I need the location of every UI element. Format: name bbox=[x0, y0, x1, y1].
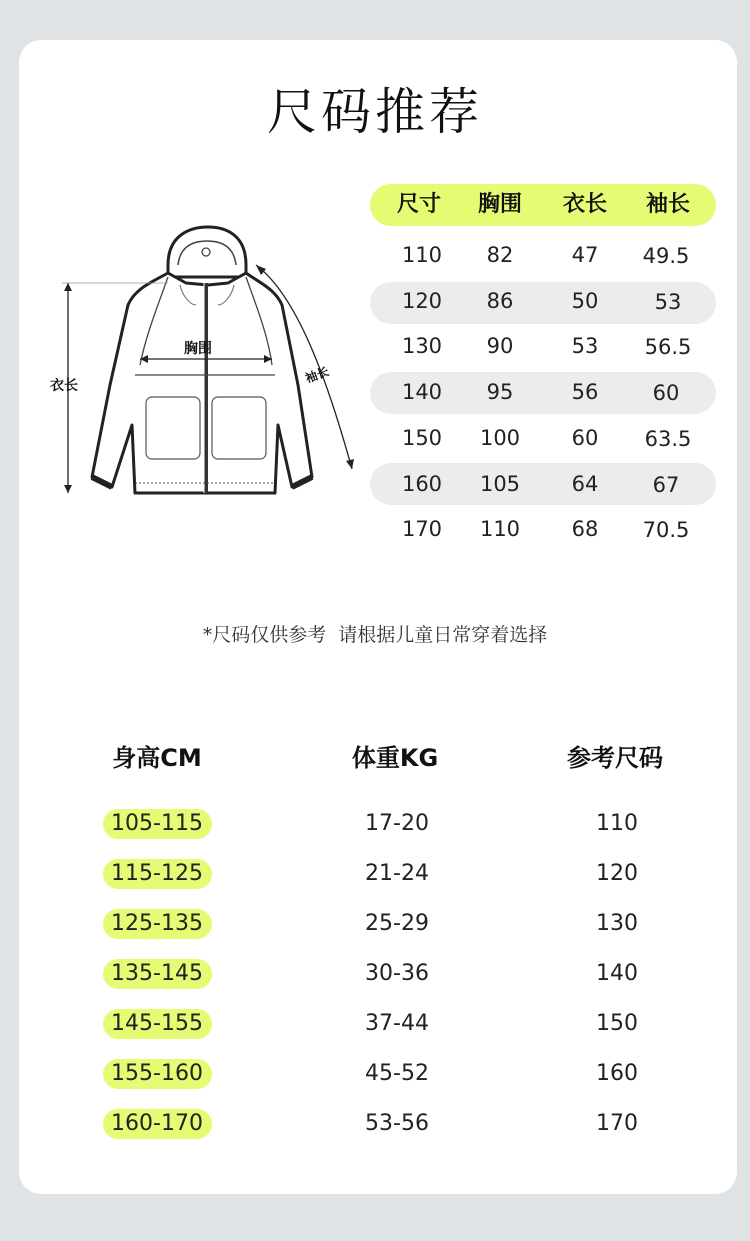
weight-cell: 53-56 bbox=[365, 1111, 429, 1136]
ref-size-cell: 140 bbox=[596, 961, 638, 986]
ref-size-cell: 110 bbox=[596, 811, 638, 836]
height-cell: 155-160 bbox=[111, 1061, 203, 1086]
weight-cell: 25-29 bbox=[365, 911, 429, 936]
sleeve-cell: 60 bbox=[652, 381, 680, 405]
weight-cell: 21-24 bbox=[365, 861, 429, 886]
sleeve-cell: 63.5 bbox=[644, 427, 692, 451]
size-cell: 160 bbox=[401, 472, 443, 496]
ref-size-cell: 130 bbox=[596, 911, 638, 936]
length-cell: 50 bbox=[571, 289, 599, 313]
length-cell: 68 bbox=[571, 517, 599, 541]
ref-size-cell: 170 bbox=[596, 1111, 638, 1136]
height-header: 身高CM bbox=[112, 744, 202, 772]
size-cell: 150 bbox=[401, 426, 443, 450]
sleeve-cell: 56.5 bbox=[644, 335, 692, 359]
page-title: 尺码推荐 bbox=[267, 83, 483, 141]
length-cell: 60 bbox=[571, 426, 599, 450]
size-cell: 170 bbox=[401, 517, 443, 541]
chest-cell: 95 bbox=[486, 380, 514, 404]
size-header: 尺寸 bbox=[396, 192, 441, 217]
sleeve-cell: 49.5 bbox=[642, 244, 690, 268]
chest-cell: 105 bbox=[479, 472, 521, 496]
sleeve-cell: 70.5 bbox=[642, 518, 690, 542]
length-cell: 64 bbox=[571, 472, 599, 496]
length-header: 衣长 bbox=[562, 192, 607, 217]
chest-cell: 90 bbox=[486, 334, 514, 358]
height-cell: 105-115 bbox=[111, 811, 203, 836]
weight-cell: 45-52 bbox=[365, 1061, 429, 1086]
height-cell: 160-170 bbox=[111, 1111, 203, 1136]
weight-cell: 17-20 bbox=[365, 811, 429, 836]
size-cell: 140 bbox=[401, 380, 443, 404]
height-cell: 145-155 bbox=[111, 1011, 203, 1036]
size-cell: 120 bbox=[401, 289, 443, 313]
height-cell: 115-125 bbox=[111, 861, 203, 886]
chest-cell: 110 bbox=[479, 517, 521, 541]
ref-size-cell: 160 bbox=[596, 1061, 638, 1086]
chest-cell: 86 bbox=[486, 289, 514, 313]
size-cell: 130 bbox=[401, 334, 443, 358]
size-note: *尺码仅供参考 请根据儿童日常穿着选择 bbox=[202, 624, 548, 646]
height-cell: 125-135 bbox=[111, 911, 203, 936]
length-cell: 56 bbox=[571, 380, 599, 404]
sleeve-header: 袖长 bbox=[645, 192, 690, 217]
chest-label: 胸围 bbox=[184, 341, 212, 357]
length-cell: 53 bbox=[571, 334, 599, 358]
weight-cell: 37-44 bbox=[365, 1011, 429, 1036]
weight-cell: 30-36 bbox=[365, 961, 429, 986]
chest-cell: 82 bbox=[486, 243, 514, 267]
size-cell: 110 bbox=[401, 243, 443, 267]
chest-header: 胸围 bbox=[477, 192, 522, 217]
sleeve-label: 袖长 bbox=[303, 364, 331, 386]
length-cell: 47 bbox=[571, 243, 599, 267]
weight-header: 体重KG bbox=[351, 744, 439, 772]
height-cell: 135-145 bbox=[111, 961, 203, 986]
sleeve-cell: 67 bbox=[652, 473, 680, 497]
length-label: 衣长 bbox=[50, 378, 78, 394]
ref-size-header: 参考尺码 bbox=[567, 744, 663, 772]
chest-cell: 100 bbox=[479, 426, 521, 450]
ref-size-cell: 120 bbox=[596, 861, 638, 886]
sleeve-cell: 53 bbox=[654, 290, 682, 314]
ref-size-cell: 150 bbox=[596, 1011, 638, 1036]
